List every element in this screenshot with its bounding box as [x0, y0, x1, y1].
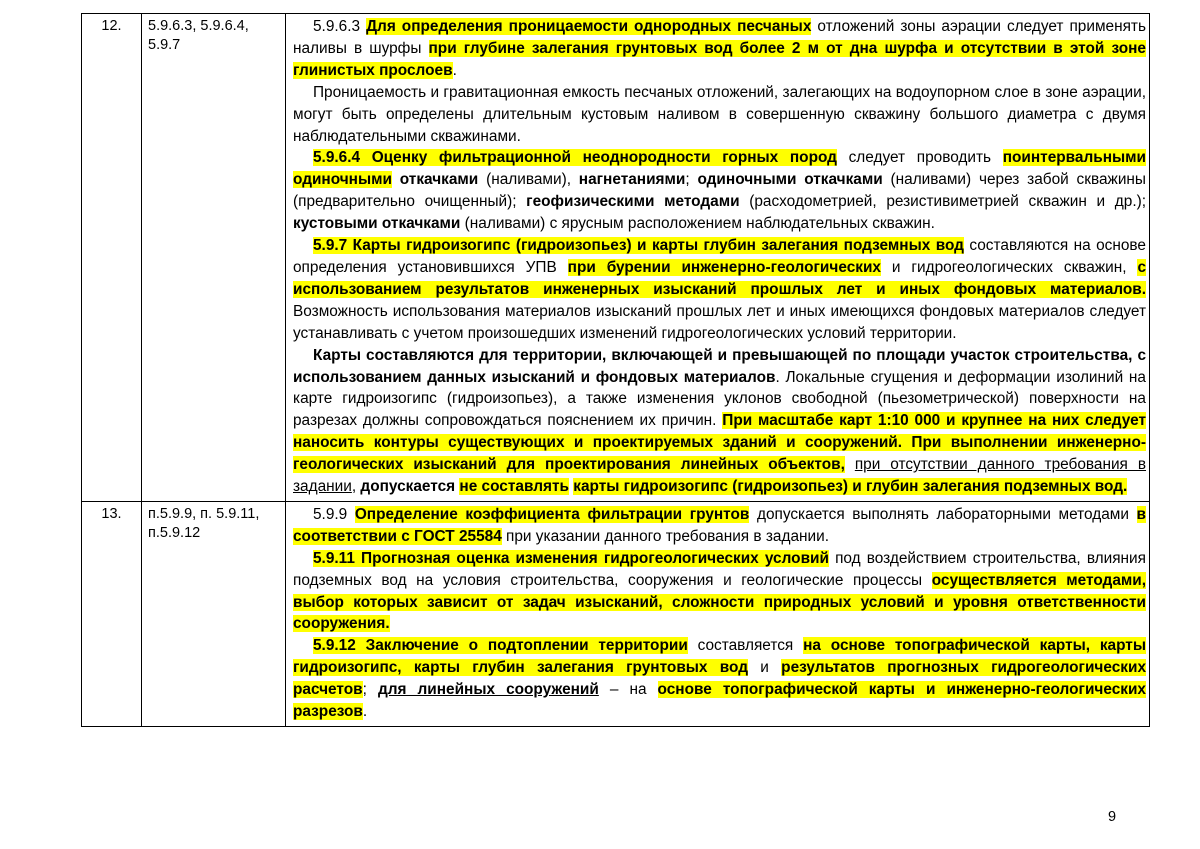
- text-run: (наливами) с ярусным расположением наблюдательных скважин.: [460, 215, 935, 233]
- text-run: Карты составляются для территории, включающей и превышающей по площади участок строительства, с использованием данных изысканий и фондовых материалов: [293, 346, 1146, 386]
- text-run: следует проводить: [836, 149, 1003, 167]
- text-run: ;: [362, 681, 378, 699]
- highlighted-text: на основе топографической карты, карты гидроизогипс, карты глубин залегания грунтовых вод: [293, 637, 1146, 677]
- clause-paragraph: [293, 548, 1146, 636]
- text-run: составляется: [687, 637, 804, 655]
- text-run: нагнетаниями: [578, 171, 686, 189]
- highlighted-text: 5.9.7 Карты гидроизогипс (гидроизопьез) и карты глубин залегания подземных вод: [313, 237, 964, 255]
- text-run: ,: [351, 478, 361, 496]
- highlighted-text: при бурении инженерно-геологических: [567, 258, 881, 276]
- clause-paragraph: [293, 16, 1146, 82]
- clause-reference: 5.9.6.3, 5.9.6.4, 5.9.7: [148, 18, 249, 53]
- requirements-table: [81, 13, 1150, 727]
- text-run: ;: [685, 171, 698, 189]
- text-run: .: [362, 703, 368, 721]
- highlighted-text: Для определения проницаемости однородных песчаных: [366, 18, 812, 35]
- highlighted-text: результатов прогнозных гидрогеологических расчетов: [293, 659, 1147, 699]
- text-run: [392, 171, 400, 188]
- text-run: – на: [598, 681, 658, 699]
- row-number-cell: [82, 501, 142, 726]
- page-number: 9: [1108, 809, 1117, 825]
- text-run: 5.9.6.3: [313, 18, 367, 35]
- text-run: геофизическими методами: [526, 193, 740, 211]
- highlighted-text: При масштабе карт 1:10 000 и крупнее на них следует наносить контуры существующих и проектируемых зданий и сооружений. При выполнении инженерно-геологических изысканий для проектирования линейных объектов,: [293, 412, 1146, 474]
- highlighted-text: 5.9.6.4 Оценку фильтрационной неоднородности горных пород: [313, 149, 837, 167]
- clause-reference-cell: [142, 14, 286, 502]
- clause-reference: п.5.9.9, п. 5.9.11, п.5.9.12: [148, 505, 260, 541]
- text-run: [845, 456, 855, 473]
- highlighted-text: карты гидроизогипс (гидроизопьез) и глубин залегания подземных вод.: [573, 478, 1128, 496]
- clause-paragraph: [293, 504, 1146, 548]
- clause-paragraph: [293, 635, 1146, 723]
- text-run: допускается: [360, 478, 456, 496]
- text-run: допускается выполнять лабораторными методами: [749, 505, 1137, 523]
- text-run: .: [452, 61, 457, 79]
- clause-text-cell: [286, 14, 1150, 502]
- text-run: 5.9.9: [313, 505, 355, 523]
- highlighted-text: осуществляется методами, выбор которых зависит от задач изысканий, сложности природных условий и уровня ответственности сооружения.: [293, 571, 1146, 633]
- highlighted-text: в соответствии с ГОСТ 25584: [293, 505, 1146, 545]
- text-run: под воздействием строительства, влияния подземных вод на условия строительства, сооружения и геологические процессы: [293, 549, 1146, 589]
- row-number: 13.: [101, 505, 122, 522]
- highlighted-text: с использованием результатов инженерных изысканий прошлых лет и иных фондовых материалов.: [293, 258, 1147, 298]
- text-run: (наливами),: [478, 171, 579, 189]
- highlighted-text: 5.9.11 Прогнозная оценка изменения гидрогеологических условий: [313, 549, 829, 567]
- clause-reference-cell: [142, 501, 286, 726]
- highlighted-text: не составлять: [459, 478, 569, 496]
- row-number-cell: [82, 14, 142, 502]
- row-number: 12.: [101, 18, 122, 34]
- clause-paragraph: [293, 345, 1146, 498]
- text-run: (расходометрией, резистивиметрией скважин и др.);: [739, 193, 1147, 211]
- text-run: кустовыми откачками: [293, 215, 461, 233]
- text-run: откачками: [399, 171, 479, 189]
- text-run: Проницаемость и гравитационная емкость песчаных отложений, залегающих на водоупорном слое в зоне аэрации, могут быть определены длительным кустовым наливом в совершенную скважину большого диаметра с двумя наблюдательными скважинами.: [293, 83, 1146, 145]
- text-run: . Локальные сгущения и деформации изолиний на карте гидроизогипс (гидроизопьез), а также изменения уклонов свободной (пьезометрической) поверхности на разрезах должны сопровождаться пояснением их причин.: [293, 368, 1146, 430]
- text-run: и гидрогеологических скважин,: [880, 258, 1138, 276]
- table-body: [82, 14, 1150, 727]
- text-run: (наливами) через забой скважины (предварительно очищенный);: [293, 171, 1146, 211]
- clause-paragraph: [293, 82, 1146, 148]
- highlighted-text: 5.9.12 Заключение о подтоплении территории: [313, 637, 688, 655]
- text-run: при отсутствии данного требования в задании: [293, 456, 1147, 496]
- highlighted-text: основе топографической карты и инженерно-геологических разрезов: [293, 681, 1146, 721]
- text-run: Возможность использования материалов изысканий прошлых лет и иных имеющихся фондовых материалов следует устанавливать с учетом произошедших изменений гидрогеологических условий территории.: [293, 302, 1146, 342]
- table-row: [82, 14, 1150, 502]
- clause-paragraph: [293, 235, 1146, 345]
- highlighted-text: при глубине залегания грунтовых вод более 2 м от дна шурфа и отсутствии в этой зоне глинистых прослоев: [293, 39, 1146, 79]
- clause-paragraph: [293, 147, 1146, 235]
- text-run: для линейных сооружений: [377, 681, 599, 699]
- text-run: при указании данного требования в задании.: [501, 527, 829, 545]
- text-run: и: [748, 659, 782, 677]
- highlighted-text: Определение коэффициента фильтрации грунтов: [354, 505, 750, 523]
- table-row: [82, 501, 1150, 726]
- text-run: составляются на основе определения установившихся УПВ: [293, 237, 1146, 276]
- text-run: отложений зоны аэрации следует применять наливы в шурфы: [293, 18, 1146, 57]
- clause-text-cell: [286, 501, 1150, 726]
- highlighted-text: поинтервальными одиночными: [293, 149, 1146, 189]
- text-run: одиночными откачками: [697, 171, 883, 189]
